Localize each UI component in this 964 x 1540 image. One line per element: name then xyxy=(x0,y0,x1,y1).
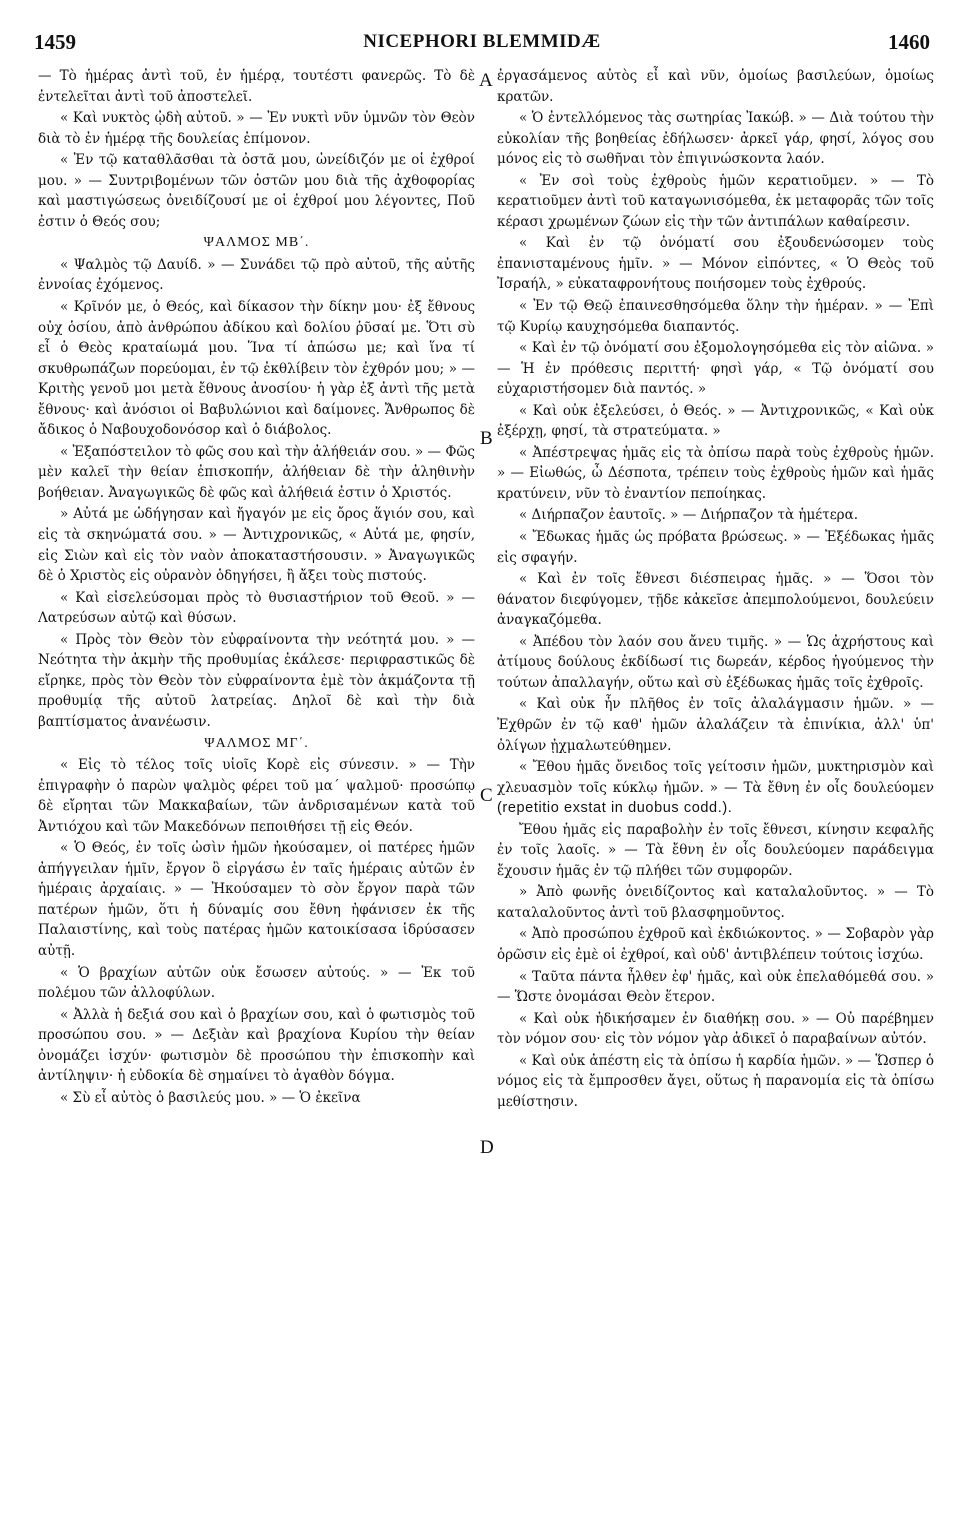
paragraph xyxy=(497,820,934,882)
paragraph xyxy=(497,296,934,337)
margin-marker-c: C xyxy=(480,785,493,806)
paragraph xyxy=(38,442,475,504)
paragraph xyxy=(38,504,475,586)
paragraph-text: Ἔθου ἡμᾶς εἰς παραβολὴν ἐν τοῖς ἔθνεσι, κίνησιν κεφαλῆς ἐν τοῖς λαοῖς. » — Τὰ ἔθνη ἐν οἷς δουλεύομεν παράδειγμα ἔχουσιν ἡμᾶς ἐν τῷ πλήθει τῶν συμφορῶν. xyxy=(497,821,934,879)
page-header xyxy=(34,30,930,62)
paragraph xyxy=(497,527,934,568)
paragraph-text: « Σὺ εἶ αὐτὸς ὁ βασιλεύς μου. » — Ὁ ἐκεῖνα xyxy=(60,1089,361,1106)
paragraph xyxy=(38,1005,475,1087)
paragraph-text: « Ἐν τῷ Θεῷ ἐπαινεσθησόμεθα ὅλην τὴν ἡμέραν. » — Ἐπὶ τῷ Κυρίῳ καυχησόμεθα διαπαντός. xyxy=(497,298,934,335)
paragraph xyxy=(38,150,475,232)
paragraph-text: « Καὶ ἐν τῷ ὀνόματί σου ἐξομολογησόμεθα εἰς τὸν αἰῶνα. » — Ἡ ἐν πρόθεσις περιττή· φησὶ γάρ, « Τῷ ὀνόματί σου εὐχαριστήσομεν διὰ παντός. » xyxy=(497,340,934,398)
paragraph-text: « Ἀπέστρεψας ἡμᾶς εἰς τὰ ὀπίσω παρὰ τοὺς ἐχθροὺς ἡμῶν. » — Εἰωθώς, ὦ Δέσποτα, τρέπειν τοὺς ἐχθροὺς ἡμῶν καὶ ἡμᾶς κρατύνειν, νῦν τὸ ἐναντίον πεποίηκας. xyxy=(497,444,934,502)
paragraph xyxy=(38,755,475,837)
paragraph-text: « Καὶ νυκτὸς ᾠδὴ αὐτοῦ. » — Ἐν νυκτὶ νῦν ὑμνῶν τὸν Θεὸν διὰ τὸ ἐν ἡμέρᾳ τῆς δουλείας ἐπίμονον. xyxy=(38,110,475,147)
paragraph-text: « Ὁ βραχίων αὐτῶν οὐκ ἔσωσεν αὐτούς. » — Ἐκ τοῦ πολέμου τῶν ἀλλοφύλων. xyxy=(38,964,475,1002)
paragraph-text: — Τὸ ἡμέρας ἀντὶ τοῦ, ἐν ἡμέρᾳ, τουτέστι φανερῶς. Τὸ δὲ ἐντελεῖται ἀντὶ τοῦ ἀποστελεῖ. xyxy=(38,68,475,105)
paragraph-text: « Διήρπαζον ἑαυτοῖς. » — Διήρπαζον τὰ ἡμέτερα. xyxy=(519,507,859,524)
paragraph-text: « Καὶ ἐν τοῖς ἔθνεσι διέσπειρας ἡμᾶς. » — Ὅσοι τὸν θάνατον διεφύγομεν, τῇδε κἀκεῖσε ἀπεμπολούμενοι, δουλεύειν ἀναγκαζόμεθα. xyxy=(497,571,934,629)
paragraph xyxy=(38,297,475,441)
paragraph xyxy=(497,1009,934,1050)
paragraph-text: « Ἐξαπόστειλον τὸ φῶς σου καὶ τὴν ἀλήθειάν σου. » — Φῶς μὲν καλεῖ τὴν θείαν ἐπισκοπήν, ἀλήθειαν δὲ τὴν ἀληθινὴν βοήθειαν. Ἀναγωγικῶς δὲ φῶς καὶ ἀλήθειά ἐστιν ὁ Χριστός. xyxy=(38,443,475,501)
paragraph xyxy=(497,924,934,965)
paragraph xyxy=(38,963,475,1004)
paragraph xyxy=(38,630,475,733)
paragraph xyxy=(38,588,475,629)
paragraph xyxy=(497,66,934,107)
paragraph-text: ἐργασάμενος αὐτὸς εἶ καὶ νῦν, ὁμοίως βασιλεύων, ὁμοίως κρατῶν. xyxy=(497,68,934,105)
paragraph-text: » Ἀπὸ φωνῆς ὀνειδίζοντος καὶ καταλαλοῦντος. » — Τὸ καταλαλοῦντος ἀντὶ τοῦ βλασφημοῦντος. xyxy=(497,884,934,921)
paragraph xyxy=(497,401,934,442)
paragraph xyxy=(497,694,934,756)
margin-marker-b: B xyxy=(480,428,493,449)
page-number-left: 1459 xyxy=(34,30,76,54)
paragraph-text: « Ἔθου ἡμᾶς ὄνειδος τοῖς γείτοσιν ἡμῶν, μυκτηρισμὸν καὶ χλευασμὸν τοῖς κύκλῳ ἡμῶν. » — Τὰ ἔθνη ἐν οἷς δουλεύομεν xyxy=(497,759,934,796)
left-column xyxy=(38,66,475,1506)
paragraph xyxy=(497,569,934,631)
paragraph xyxy=(497,882,934,923)
paragraph-text: « Εἰς τὸ τέλος τοῖς υἱοῖς Κορὲ εἰς σύνεσιν. » — Τὴν ἐπιγραφὴν ὁ παρὼν ψαλμὸς φέρει τοῦ μα΄ ψαλμοῦ· προσώπῳ δὲ εἴρηται τῶν Μακκαβαίων, τῶν ἀνδρισαμένων κατὰ τοῦ Ἀντιόχου καὶ τῶν Μακεδόνων πεποιθήσει τῇ εἰς Θεόν. xyxy=(38,757,475,835)
paragraph-text: « Καὶ οὐκ ἀπέστη εἰς τὰ ὀπίσω ἡ καρδία ἡμῶν. » — Ὥσπερ ὁ νόμος εἰς τὰ ἔμπροσθεν ἄγει, οὕτως ἡ παρανομία εἰς τὰ ὀπίσω μεθίστησιν. xyxy=(497,1052,934,1110)
paragraph-text: « Ἀπέδου τὸν λαόν σου ἄνευ τιμῆς. » — Ὡς ἀχρήστους καὶ ἀτίμους δούλους ἐκδίδωσί τις δωρεάν, κέρδος ἡγούμενος τὴν τούτων ἀπαλλαγήν, οὕτω καὶ σὺ ἐξέδωκας ἡμᾶς τοῖς ἐχθροῖς. xyxy=(497,633,934,691)
paragraph-text: ΨΑΛΜΟΣ ΜΒ΄. xyxy=(203,235,310,251)
paragraph-text: « Ἔδωκας ἡμᾶς ὡς πρόβατα βρώσεως. » — Ἐξέδωκας ἡμᾶς εἰς σφαγήν. xyxy=(497,529,934,566)
paragraph xyxy=(497,108,934,170)
paragraph xyxy=(497,967,934,1008)
paragraph xyxy=(497,632,934,694)
page-number-right: 1460 xyxy=(888,30,930,54)
paragraph xyxy=(38,66,475,107)
running-title: NICEPHORI BLEMMIDÆ xyxy=(363,31,601,52)
paragraph-text: « Ὁ Θεός, ἐν τοῖς ὠσὶν ἡμῶν ἠκούσαμεν, οἱ πατέρες ἡμῶν ἀπήγγειλαν ἡμῖν, ἔργον ὃ εἰργάσω ἐν ταῖς ἡμέραις αὐτῶν ἐν ἡμέραις ἀρχαίαις. » — Ἠκούσαμεν τὸ σὸν ἔργον παρὰ τῶν πατέρων ἡμῶν, ὅτι ἡ δύναμίς σου ἔθνη ἠφάνισεν ἐκ τῆς Παλαιστίνης, καὶ τοὺς πατέρας ἡμῶν κατοικίσασα ἱδρύσασεν αὐτῇ. xyxy=(38,840,475,959)
paragraph-text: « Ἀπὸ προσώπου ἐχθροῦ καὶ ἐκδιώκοντος. » — Σοβαρὸν γὰρ ὁρῶσιν εἰς ἐμὲ οἱ ἐχθροί, καὶ οὐδ' ἀντιβλέπειν τούτοις ἰσχύω. xyxy=(497,926,934,963)
paragraph xyxy=(38,108,475,149)
paragraph-text: « Καὶ οὐκ ἦν πλῆθος ἐν τοῖς ἀλαλάγμασιν ἡμῶν. » — Ἐχθρῶν ἐν τῷ καθ' ἡμῶν ἀλαλάζειν τὰ ἐπινίκια, ἀλλ' ὑπ' ὀλίγων ᾐχμαλωτεύθημεν. xyxy=(497,696,934,754)
paragraph-text: « Ἐν σοὶ τοὺς ἐχθροὺς ἡμῶν κερατιοῦμεν. » — Τὸ κερατιοῦμεν ἀντὶ τοῦ καταγωνισόμεθα, ἐκ μεταφορᾶς τῶν τοῖς κέρασι χρωμένων ζώων εἰς τὴν τῶν ἀντιπάλων καθαίρεσιν. xyxy=(497,172,934,230)
paragraph-text: « Ἐν τῷ καταθλᾶσθαι τὰ ὀστᾶ μου, ὠνείδιζόν με οἱ ἐχθροί μου. » — Συντριβομένων τῶν ὀστῶν μου διὰ τῆς ἀχθοφορίας καὶ μαστιγώσεως ὀνειδίζουσί με οἱ ἐχθροί μου λέγοντες, Ποῦ ἐστιν ὁ Θεός σου; xyxy=(38,152,475,230)
paragraph xyxy=(38,1088,475,1109)
paragraph-text: « Ταῦτα πάντα ἦλθεν ἐφ' ἡμᾶς, καὶ οὐκ ἐπελαθόμεθά σου. » — Ὥστε ὀνομάσαι Θεὸν ἕτερον. xyxy=(497,968,934,1006)
paragraph xyxy=(497,171,934,233)
paragraph-text: » Αὐτά με ὡδήγησαν καὶ ἤγαγόν με εἰς ὄρος ἅγιόν σου, καὶ εἰς τὰ σκηνώματά σου. » — Ἀντιχρονικῶς, « Αὐτά με, φησίν, εἰς Σιὼν καὶ εἰς τὸν ναὸν ἀποκαταστήσουσιν. » Ἀναγωγικῶς δὲ ὁ Χριστὸς εἰς οὐρανὸν ὁδηγήσει, ἢ ἄξει τοὺς πιστούς. xyxy=(38,506,475,585)
paragraph xyxy=(497,1051,934,1113)
paragraph xyxy=(38,838,475,961)
psalm-heading xyxy=(38,233,475,254)
paragraph xyxy=(497,505,934,526)
margin-marker-d: D xyxy=(480,1137,494,1158)
right-column xyxy=(497,66,934,1506)
paragraph-text: « Πρὸς τὸν Θεὸν τὸν εὐφραίνοντα τὴν νεότητά μου. » — Νεότητα τὴν ἀκμὴν τῆς προθυμίας ἐκάλεσε· περιφραστικῶς δὲ εἴρηκε, πρὸς τὸν Θεὸν τὸν εὐφραίνοντα ἐμὲ τὸν ἀκμάζοντα τῇ προθυμίᾳ τῆς αὐτοῦ λατρείας. Δηλοῖ δὲ καὶ τὴν διὰ βαπτίσματος ἀνανέωσιν. xyxy=(38,631,475,730)
paragraph-text: « Καὶ ἐν τῷ ὀνόματί σου ἐξουδενώσομεν τοὺς ἐπανισταμένους ἡμῖν. » — Μόνον εἰπόντες, « Ὁ Θεὸς τοῦ Ἰσραήλ, » εὐκαταφρονήτους ποιήσομεν τοὺς ἐχθρούς. xyxy=(497,235,934,293)
paragraph-text: « Κρῖνόν με, ὁ Θεός, καὶ δίκασον τὴν δίκην μου· ἐξ ἔθνους οὐχ ὁσίου, ἀπὸ ἀνθρώπου ἀδίκου καὶ δολίου ῥῦσαί με. Ὅτι σὺ εἶ ὁ Θεὸς κραταίωμά μου. Ἵνα τί ἀπώσω με; καὶ ἵνα τί σκυθρωπάζων πορεύομαι, ἐν τῷ ἐκθλίβειν τὸν ἐχθρόν μου; » — Κριτὴς γενοῦ μοι μετὰ ἔθνους ἀνοσίου· ἡ γὰρ ἐξ ἀντὶ τῆς μετὰ ἔθνους· καὶ ἀνόσιοι οἱ Βαβυλώνιοι καὶ δαίμονες. Ἄνθρωπος δὲ ἄδικος ὁ Ναβουχοδονόσορ καὶ ὁ διάβολος. xyxy=(38,299,475,439)
paragraph-text: ΨΑΛΜΟΣ ΜΓ΄. xyxy=(204,735,309,751)
paragraph xyxy=(497,233,934,295)
latin-note: (repetitio exstat in duobus codd.). xyxy=(497,800,733,817)
paragraph-text: « Ἀλλὰ ἡ δεξιά σου καὶ ὁ βραχίων σου, καὶ ὁ φωτισμὸς τοῦ προσώπου σου. » — Δεξιὰν καὶ βραχίονα Κυρίου τὴν θείαν ὀνομάζει ἰσχύν· φωτισμὸν δὲ προσώπου τὴν ἐπισκοπὴν καὶ ἀντίληψιν· ἡ εὐδοκία δὲ σημαίνει τὸ ἀγαθὸν δόγμα. xyxy=(38,1006,475,1085)
paragraph-text: « Ὁ ἐντελλόμενος τὰς σωτηρίας Ἰακώβ. » — Διὰ τούτου τὴν εὐκολίαν τῆς βοηθείας ἐδήλωσεν· ἀρκεῖ γάρ, φησί, λόγος σου μόνος εἰς τὸ σωθῆναι τὸν ἐπιγινώσκοντα λαόν. xyxy=(497,110,934,168)
paragraph xyxy=(497,757,934,819)
paragraph-text: « Καὶ οὐκ ἠδικήσαμεν ἐν διαθήκῃ σου. » — Οὐ παρέβημεν τὸν νόμον σου· εἰς τὸν νόμον γὰρ ἀδικεῖ ὁ παραβαίνων αὐτόν. xyxy=(497,1010,934,1048)
psalm-heading xyxy=(38,734,475,755)
paragraph-text: « Καὶ οὐκ ἐξελεύσει, ὁ Θεός. » — Ἀντιχρονικῶς, « Καὶ οὐκ ἐξέρχῃ, φησί, τὰ στρατεύματα. » xyxy=(497,402,934,440)
paragraph-text: « Καὶ εἰσελεύσομαι πρὸς τὸ θυσιαστήριον τοῦ Θεοῦ. » — Λατρεύσων αὐτῷ καὶ θύσων. xyxy=(38,589,475,627)
paragraph-text: « Ψαλμὸς τῷ Δαυίδ. » — Συνάδει τῷ πρὸ αὐτοῦ, τῆς αὐτῆς ἐννοίας ἐχόμενος. xyxy=(38,256,475,294)
paragraph xyxy=(497,338,934,400)
paragraph xyxy=(38,255,475,296)
margin-marker-a: A xyxy=(479,70,493,91)
paragraph xyxy=(497,443,934,505)
